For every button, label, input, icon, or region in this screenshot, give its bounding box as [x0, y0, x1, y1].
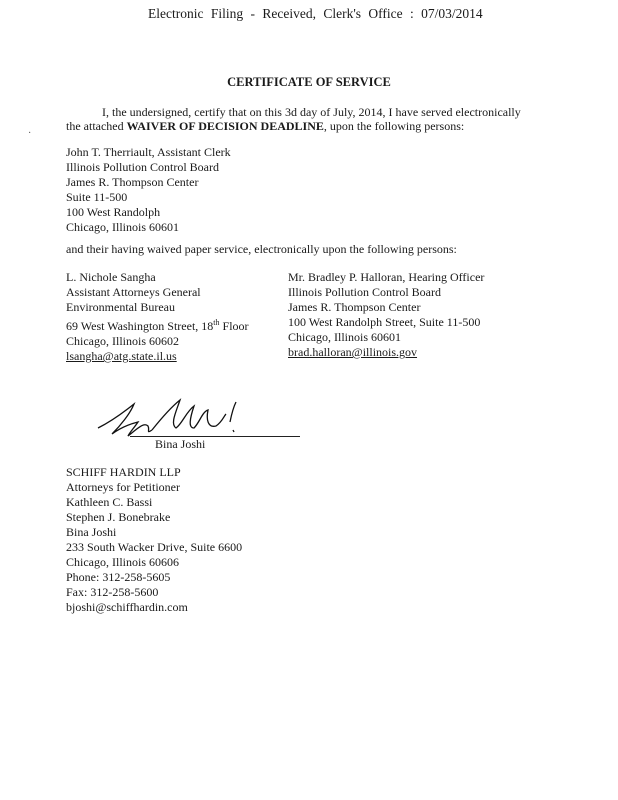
street-suffix: Floor [219, 319, 249, 333]
waived-service-text: and their having waived paper service, electronically upon the following persons: [66, 242, 457, 256]
firm-line: Kathleen C. Bassi [66, 495, 153, 509]
intro-line-1: I, the undersigned, certify that on this 3d day of July, 2014, I have served electronically [102, 105, 521, 119]
firm-fax: Fax: 312-258-5600 [66, 585, 159, 599]
recipient-block-clerk [66, 145, 231, 235]
recipient-org: Illinois Pollution Control Board [288, 285, 442, 299]
recipient-dept: Environmental Bureau [66, 300, 175, 314]
firm-line: 233 South Wacker Drive, Suite 6600 [66, 540, 243, 554]
signature-stroke [98, 404, 152, 436]
address-line: John T. Therriault, Assistant Clerk [66, 145, 231, 159]
firm-email: bjoshi@schiffhardin.com [66, 600, 188, 614]
recipient-city: Chicago, Illinois 60602 [66, 334, 179, 348]
address-line: James R. Thompson Center [66, 175, 199, 189]
signature-stroke [152, 400, 226, 430]
intro-line-2-post: , upon the following persons: [323, 119, 465, 133]
address-line: Chicago, Illinois 60601 [66, 220, 179, 234]
email-link-halloran[interactable]: brad.halloran@illinois.gov [288, 345, 418, 359]
firm-name: SCHIFF HARDIN LLP [66, 465, 181, 479]
firm-signature-block [66, 465, 242, 615]
address-line: Illinois Pollution Control Board [66, 160, 220, 174]
recipient-city: Chicago, Illinois 60601 [288, 330, 401, 344]
recipient-street [66, 315, 249, 334]
recipient-name: L. Nichole Sangha [66, 270, 156, 284]
intro-line-2-pre: the attached [66, 119, 127, 133]
recipient-title: Assistant Attorneys General [66, 285, 201, 299]
recipient-street: 100 West Randolph Street, Suite 11-500 [288, 315, 481, 329]
signature-stroke [230, 402, 236, 432]
firm-line: Chicago, Illinois 60606 [66, 555, 179, 569]
firm-line: Stephen J. Bonebrake [66, 510, 171, 524]
recipient-name: Mr. Bradley P. Halloran, Hearing Officer [288, 270, 485, 284]
margin-mark: · [28, 128, 32, 139]
firm-phone: Phone: 312-258-5605 [66, 570, 171, 584]
signatory-name: Bina Joshi [155, 437, 206, 451]
address-line: Suite 11-500 [66, 190, 128, 204]
street-superscript: th [213, 318, 220, 327]
filing-stamp-header: Electronic Filing - Received, Clerk's Office : 07/03/2014 [148, 6, 483, 21]
street-text: 69 West Washington Street, 18 [66, 319, 214, 333]
document-name: WAIVER OF DECISION DEADLINE [126, 119, 324, 133]
document-title: CERTIFICATE OF SERVICE [227, 75, 391, 89]
email-link-sangha[interactable]: lsangha@atg.state.il.us [66, 349, 177, 363]
recipient-block-attorney-general [66, 270, 249, 364]
recipient-block-hearing-officer [288, 270, 484, 360]
address-line: 100 West Randolph [66, 205, 161, 219]
firm-line: Attorneys for Petitioner [66, 480, 180, 494]
intro-line-2 [66, 119, 464, 134]
recipient-building: James R. Thompson Center [288, 300, 421, 314]
firm-line: Bina Joshi [66, 525, 117, 539]
